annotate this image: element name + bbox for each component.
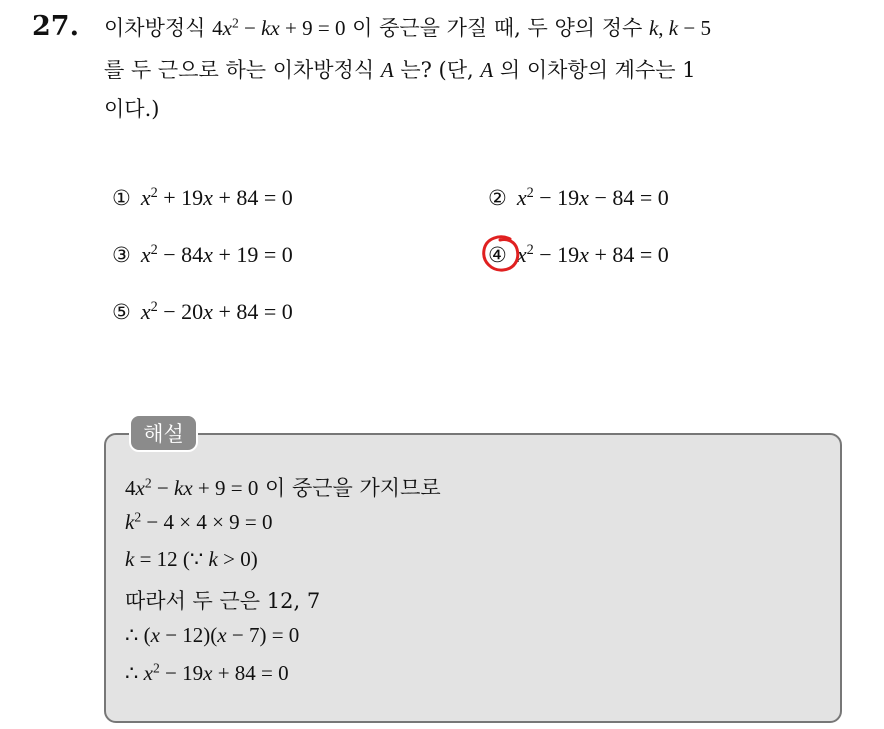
choice-4[interactable]: ④ $x^2 - 19x + 84 = 0$ [488, 242, 669, 267]
question-text: 의 이차항의 계수는 1 [493, 58, 696, 82]
choice-number: ③ [112, 243, 131, 267]
solution-line-3: k = 12 (∵ k > 0) [125, 547, 258, 571]
question-line-3: 이다.) [104, 97, 160, 121]
solution-label: 해설 [129, 414, 198, 452]
choice-number: ① [112, 186, 131, 210]
choice-number: ⑤ [112, 300, 131, 324]
choice-1[interactable]: ① $x^2 + 19x + 84 = 0$ [112, 185, 293, 210]
solution-line-1 [125, 472, 441, 502]
question-line-1: 이차방정식 $4x^2$ − kx + 9 = 0 이 중근을 가질 때, 두 양의 정수 k, k − 5 [104, 15, 711, 40]
solution-line-4: 따라서 두 근은 12, 7 [125, 589, 321, 613]
solution-text: 이 중근을 가지므로 [258, 476, 441, 500]
question-text: 이 중근을 가질 때, 두 양의 정수 [345, 16, 649, 40]
choice-number: ② [488, 186, 507, 210]
question-equation: $4x^2$ − kx + 9 = 0 [212, 15, 346, 40]
question-variables: k [648, 16, 659, 40]
question-text: 이차방정식 [104, 16, 213, 40]
question-text: 는? (단, [393, 58, 481, 82]
question-variable-a: A [380, 58, 394, 82]
solution-line-2: $k^2 - 4 \times 4 \times 9 = 0$ [125, 509, 273, 534]
choice-3[interactable]: ③ $x^2 - 84x + 19 = 0$ [112, 242, 293, 267]
question-line-2 [104, 54, 696, 84]
answer-circle-mark [480, 234, 522, 274]
question-text: 를 두 근으로 하는 이차방정식 [104, 58, 381, 82]
choice-number: ④ [488, 243, 507, 267]
choice-5[interactable]: ⑤ $x^2 - 20x + 84 = 0$ [112, 299, 293, 324]
choice-2[interactable]: ② $x^2 - 19x - 84 = 0$ [488, 185, 669, 210]
question-number: 27. [32, 11, 79, 42]
solution-equation: $4x^2$ − kx + 9 = 0 [125, 475, 259, 500]
question-variable-a: A [480, 58, 494, 82]
solution-line-6: ∴ $x^2 - 19x + 84 = 0$ [125, 660, 289, 685]
solution-line-5: ∴ (x − 12)(x − 7) = 0 [125, 623, 300, 647]
